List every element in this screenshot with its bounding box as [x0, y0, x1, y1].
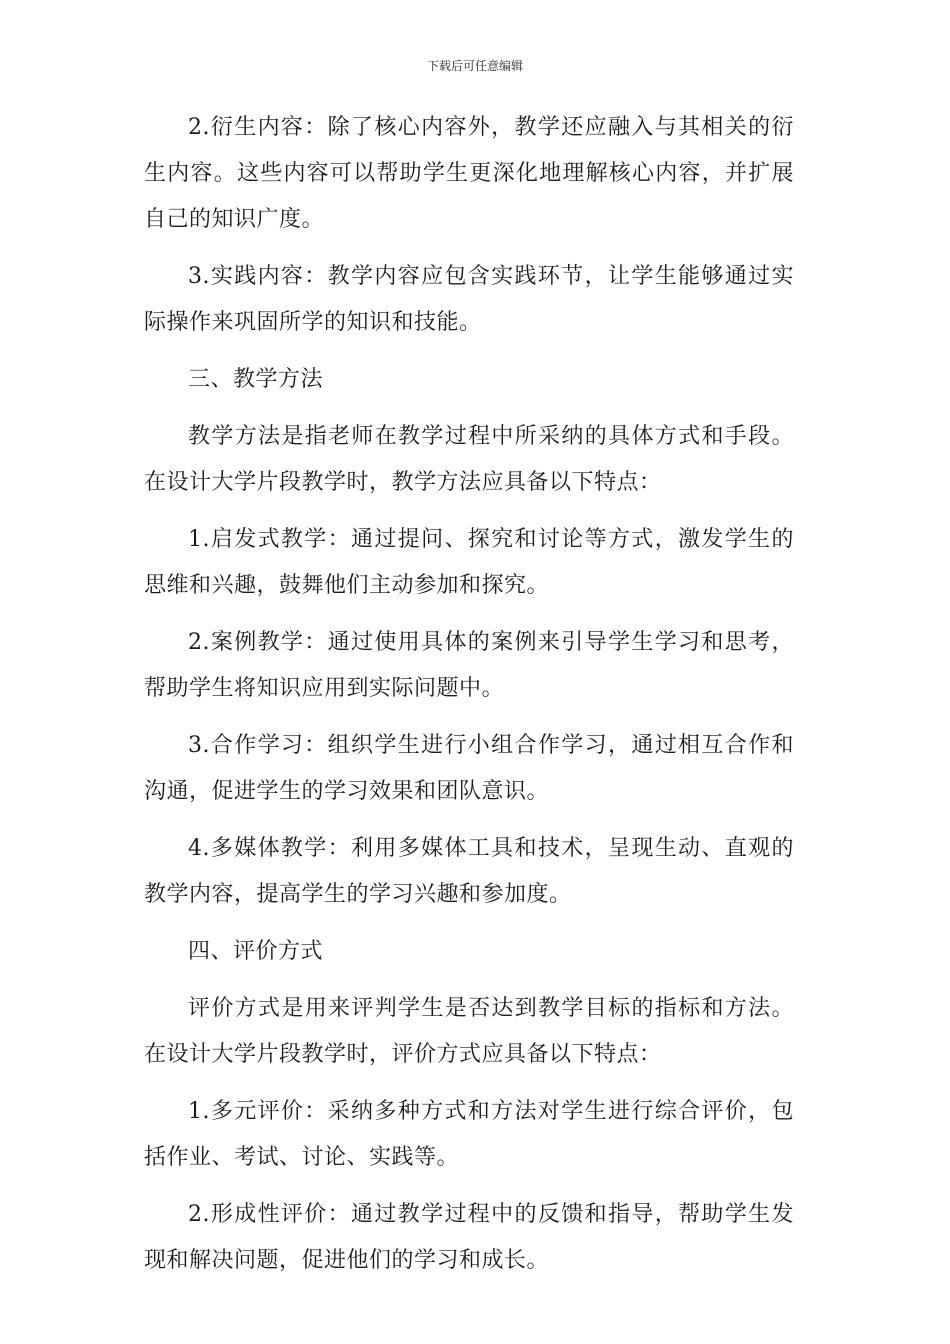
paragraph-multiple-evaluation: 1.多元评价：采纳多种方式和方法对学生进行综合评价，包括作业、考试、讨论、实践等。	[144, 1099, 794, 1170]
section-heading-teaching-methods: 三、教学方法	[188, 367, 324, 392]
paragraph-teaching-methods-intro: 教学方法是指老师在教学过程中所采纳的具体方式和手段。在设计大学片段教学时，教学方法应具备以下特点：	[144, 424, 794, 495]
paragraph-case-teaching: 2.案例教学：通过使用具体的案例来引导学生学习和思考，帮助学生将知识应用到实际问题中。	[144, 630, 794, 701]
paragraph-multimedia-teaching: 4.多媒体教学：利用多媒体工具和技术，呈现生动、直观的教学内容，提高学生的学习兴趣和参加度。	[144, 836, 794, 907]
paragraph-formative-evaluation: 2.形成性评价：通过教学过程中的反馈和指导，帮助学生发现和解决问题，促进他们的学习和成长。	[144, 1202, 794, 1273]
page-header: 下载后可任意编辑	[426, 59, 523, 73]
paragraph-derived-content: 2.衍生内容：除了核心内容外，教学还应融入与其相关的衍生内容。这些内容可以帮助学生更深化地理解核心内容，并扩展自己的知识广度。	[144, 115, 794, 232]
paragraph-cooperative-learning: 3.合作学习：组织学生进行小组合作学习，通过相互合作和沟通，促进学生的学习效果和团队意识。	[144, 733, 794, 804]
document-body	[144, 105, 794, 1295]
section-heading-evaluation: 四、评价方式	[188, 939, 324, 964]
paragraph-practice-content: 3.实践内容：教学内容应包含实践环节，让学生能够通过实际操作来巩固所学的知识和技能。	[144, 264, 794, 335]
paragraph-evaluation-intro: 评价方式是用来评判学生是否达到教学目标的指标和方法。在设计大学片段教学时，评价方式应具备以下特点：	[144, 996, 794, 1067]
paragraph-heuristic-teaching: 1.启发式教学：通过提问、探究和讨论等方式，激发学生的思维和兴趣，鼓舞他们主动参加和探究。	[144, 527, 794, 598]
